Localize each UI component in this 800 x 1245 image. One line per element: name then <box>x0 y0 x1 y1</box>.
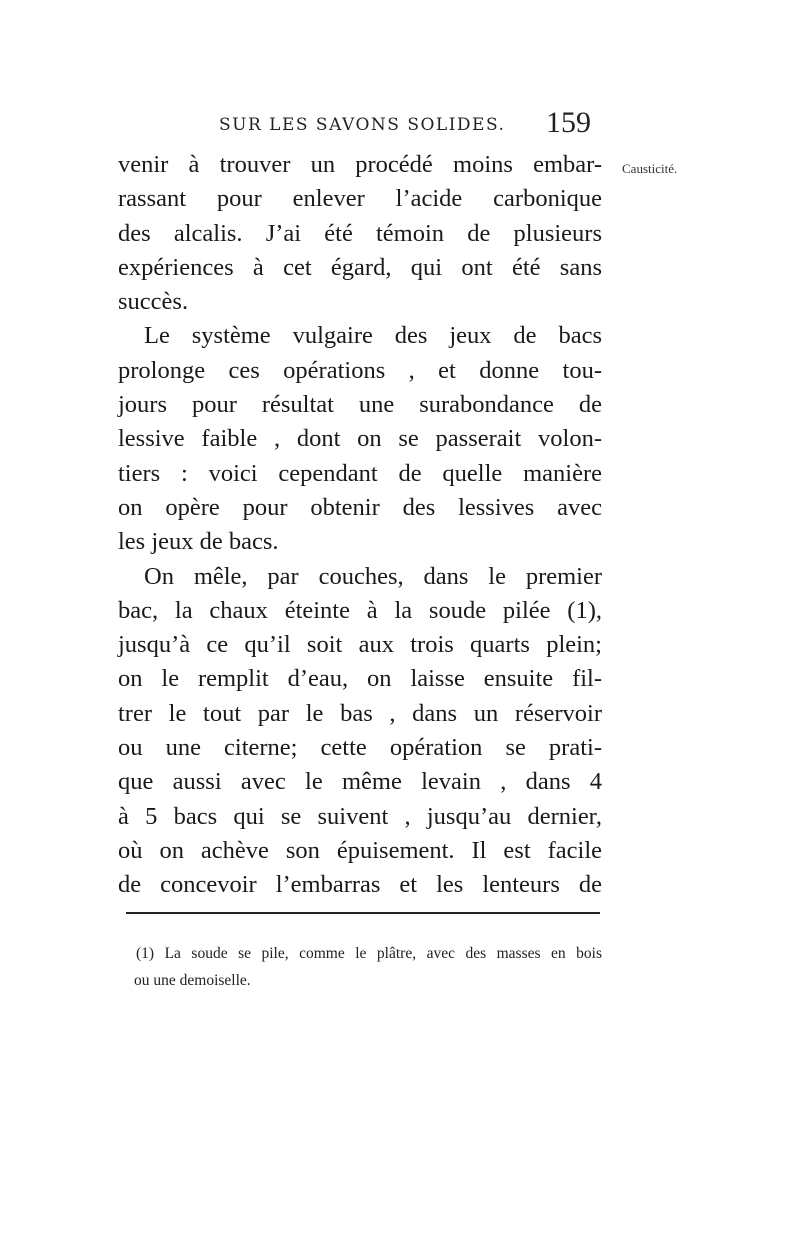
body-line: jusqu’à ce qu’il soit aux trois quarts plein; <box>118 631 602 659</box>
body-line: à 5 bacs qui se suivent , jusqu’au dernier, <box>118 802 602 830</box>
footnote <box>136 940 602 994</box>
body-line: tiers : voici cependant de quelle manière <box>118 459 602 487</box>
page-number: 159 <box>546 106 591 139</box>
body-line: bac, la chaux éteinte à la soude pilée (1), <box>118 596 602 624</box>
body-line: rassant pour enlever l’acide carbonique <box>118 185 602 213</box>
body-line: trer le tout par le bas , dans un réservoir <box>118 699 602 727</box>
body-line: des alcalis. J’ai été témoin de plusieurs <box>118 219 602 247</box>
footnote-line: ou une demoiselle. <box>134 972 251 989</box>
body-line: On mêle, par couches, dans le premier <box>144 562 602 590</box>
body-line: on le remplit d’eau, on laisse ensuite fil- <box>118 665 602 693</box>
body-line: de concevoir l’embarras et les lenteurs de <box>118 871 602 899</box>
body-line: prolonge ces opérations , et donne tou- <box>118 356 602 384</box>
footnote-rule <box>126 912 600 914</box>
body-line: venir à trouver un procédé moins embar- <box>118 151 602 178</box>
body-line: où on achève son épuisement. Il est facile <box>118 836 602 864</box>
body-line: ou une citerne; cette opération se prati- <box>118 734 602 762</box>
body-line: les jeux de bacs. <box>118 528 279 556</box>
running-header: SUR LES SAVONS SOLIDES. <box>219 115 506 135</box>
body-line: on opère pour obtenir des lessives avec <box>118 493 602 521</box>
body-line: que aussi avec le même levain , dans 4 <box>118 768 602 796</box>
body-line: lessive faible , dont on se passerait volon- <box>118 425 602 453</box>
footnote-line: (1) La soude se pile, comme le plâtre, avec des masses en bois <box>136 945 602 962</box>
body-line: jours pour résultat une surabondance de <box>118 391 602 419</box>
body-text <box>118 148 602 903</box>
body-line: expériences à cet égard, qui ont été sans <box>118 253 602 281</box>
body-line: succès. <box>118 288 189 316</box>
margin-note: Causticité. <box>622 161 678 176</box>
body-line: Le système vulgaire des jeux de bacs <box>144 322 602 350</box>
